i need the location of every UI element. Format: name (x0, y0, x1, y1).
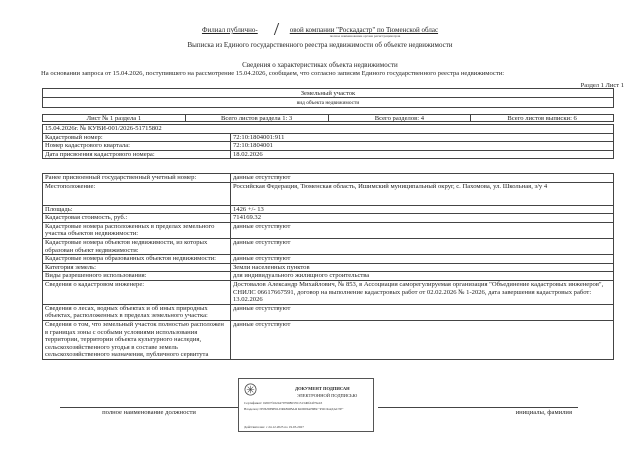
table-row (43, 238, 614, 254)
table-row (43, 255, 614, 264)
permitted-use-label: Виды разрешенного использования: (43, 272, 231, 281)
table-row (43, 272, 614, 281)
natural-objects-label: Сведения о лесах, водных объектах и об иных природных объектах, расположенных в пределах земельного участка: (43, 304, 231, 320)
basic-info-table (42, 124, 614, 159)
org-header (0, 25, 640, 34)
quarter-number-value: 72:10:1804001 (231, 142, 614, 151)
document-subtitle: Сведения о характеристиках объекта недвижимости (242, 61, 398, 69)
cost-value: 714169.32 (231, 214, 614, 223)
org-note: полное наименование органа регистрации прав (329, 34, 401, 38)
prev-number-value: данные отсутствуют (231, 174, 614, 183)
zones-value: данные отсутствуют (231, 320, 614, 359)
stamp-title: ДОКУМЕНТ ПОДПИСАН (295, 386, 350, 391)
engineer-value: Достовалов Александр Михайлович, № 853, в Ассоциация саморегулируемая организация "Объединение кадастровых инженеров", СНИЛС 06617667591, договор на выполнение кадастровых работ от 02.02.2026 № 1-2026, дата завершения кадастровых работ: 13.02.2026 (231, 280, 614, 304)
table-row (43, 142, 614, 151)
sheet-number: Лист № 1 раздела 1 (43, 115, 186, 121)
formed-objects-value: данные отсутствуют (231, 255, 614, 264)
zones-label: Сведения о том, что земельный участок полностью расположен в границах зоны с особыми условиями использования территории, территории объекта культурного наследия, сельскохозяйственного угодья в составе земель сельскохозяйственного назначения, публичного сервитута (43, 320, 231, 359)
table-row (43, 320, 614, 359)
record-number: 15.04.2026г. № КУВИ-001/2026-51715802 (43, 125, 614, 134)
signature-icon (244, 383, 257, 396)
stamp-subtitle: ЭЛЕКТРОННОЙ ПОДПИСЬЮ (297, 393, 358, 398)
table-row (43, 133, 614, 142)
engineer-label: Сведения о кадастровом инженере: (43, 280, 231, 304)
stamp-validity: Действителен: с 24.12.2025 по 19.03.2027 (244, 425, 304, 429)
table-row (43, 304, 614, 320)
object-type-note: вид объекта недвижимости (296, 99, 360, 106)
inner-objects-value: данные отсутствуют (231, 222, 614, 238)
table-row (43, 174, 614, 183)
formed-from-label: Кадастровые номера объектов недвижимости, из которых образован объект недвижимости: (43, 238, 231, 254)
table-row (43, 214, 614, 223)
formed-from-value: данные отсутствуют (231, 238, 614, 254)
sections-total: Всего разделов: 4 (329, 115, 472, 121)
area-value: 1426 +/- 13 (231, 205, 614, 214)
stamp-certificate: Сертификат: 02007f1624479790863351313d0fd4f70e43 (244, 401, 323, 405)
table-row (43, 205, 614, 214)
electronic-signature-stamp (238, 378, 374, 432)
table-row (43, 263, 614, 272)
sheet-info (42, 114, 614, 122)
land-category-label: Категория земель: (43, 263, 231, 272)
location-label: Местоположение: (43, 182, 231, 205)
properties-table (42, 173, 614, 360)
table-row (43, 150, 614, 159)
area-label: Площадь: (43, 205, 231, 214)
signature-mark (258, 25, 290, 34)
extract-sheets-total: Всего листов выписки: 6 (507, 114, 577, 122)
name-line (378, 407, 578, 408)
section-label: Раздел 1 Лист 1 (580, 82, 624, 89)
object-type-box (42, 88, 614, 108)
org-name-part2: овой компании "Роскадастр" по Тюменской облас (289, 26, 439, 34)
assign-date-label: Дата присвоения кадастрового номера: (43, 150, 231, 159)
location-value: Российская Федерация, Тюменская область, Ишимский муниципальный округ, с. Пахомова, ул. Школьная, з/у 4 (231, 182, 614, 205)
formed-objects-label: Кадастровые номера образованных объектов недвижимости: (43, 255, 231, 264)
section-sheets-total: Всего листов раздела 1: 3 (186, 115, 329, 121)
table-row (43, 222, 614, 238)
name-label: инициалы, фамилия (515, 409, 572, 416)
stamp-owner: Владелец: ПУБЛИЧНО-ПРАВОВАЯ КОМПАНИЯ "РОСКАДАСТР" (244, 407, 344, 411)
inner-objects-label: Кадастровые номера расположенных в пределах земельного участка объектов недвижимости: (43, 222, 231, 238)
position-line (60, 407, 238, 408)
cost-label: Кадастровая стоимость, руб.: (43, 214, 231, 223)
position-label: полное наименование должности (102, 409, 196, 416)
cadastral-number-label: Кадастровый номер: (43, 133, 231, 142)
object-type: Земельный участок (43, 89, 613, 98)
document-title: Выписка из Единого государственного реестра недвижимости об объекте недвижимости (187, 41, 453, 49)
quarter-number-label: Номер кадастрового квартала: (43, 142, 231, 151)
natural-objects-value: данные отсутствуют (231, 304, 614, 320)
table-row (43, 182, 614, 205)
prev-number-label: Ранее присвоенный государственный учетный номер: (43, 174, 231, 183)
org-name-part1: Филиал публично- (201, 26, 258, 34)
land-category-value: Земли населенных пунктов (231, 263, 614, 272)
intro-text: На основании запроса от 15.04.2026, поступившего на рассмотрение 15.04.2026, сообщаем, что согласно записям Единого государственного реестра недвижимости: (41, 70, 505, 77)
table-row (43, 280, 614, 304)
permitted-use-value: для индивидуального жилищного строительства (231, 272, 614, 281)
cadastral-number-value: 72:10:1804001:911 (231, 133, 614, 142)
assign-date-value: 18.02.2026 (231, 150, 614, 159)
